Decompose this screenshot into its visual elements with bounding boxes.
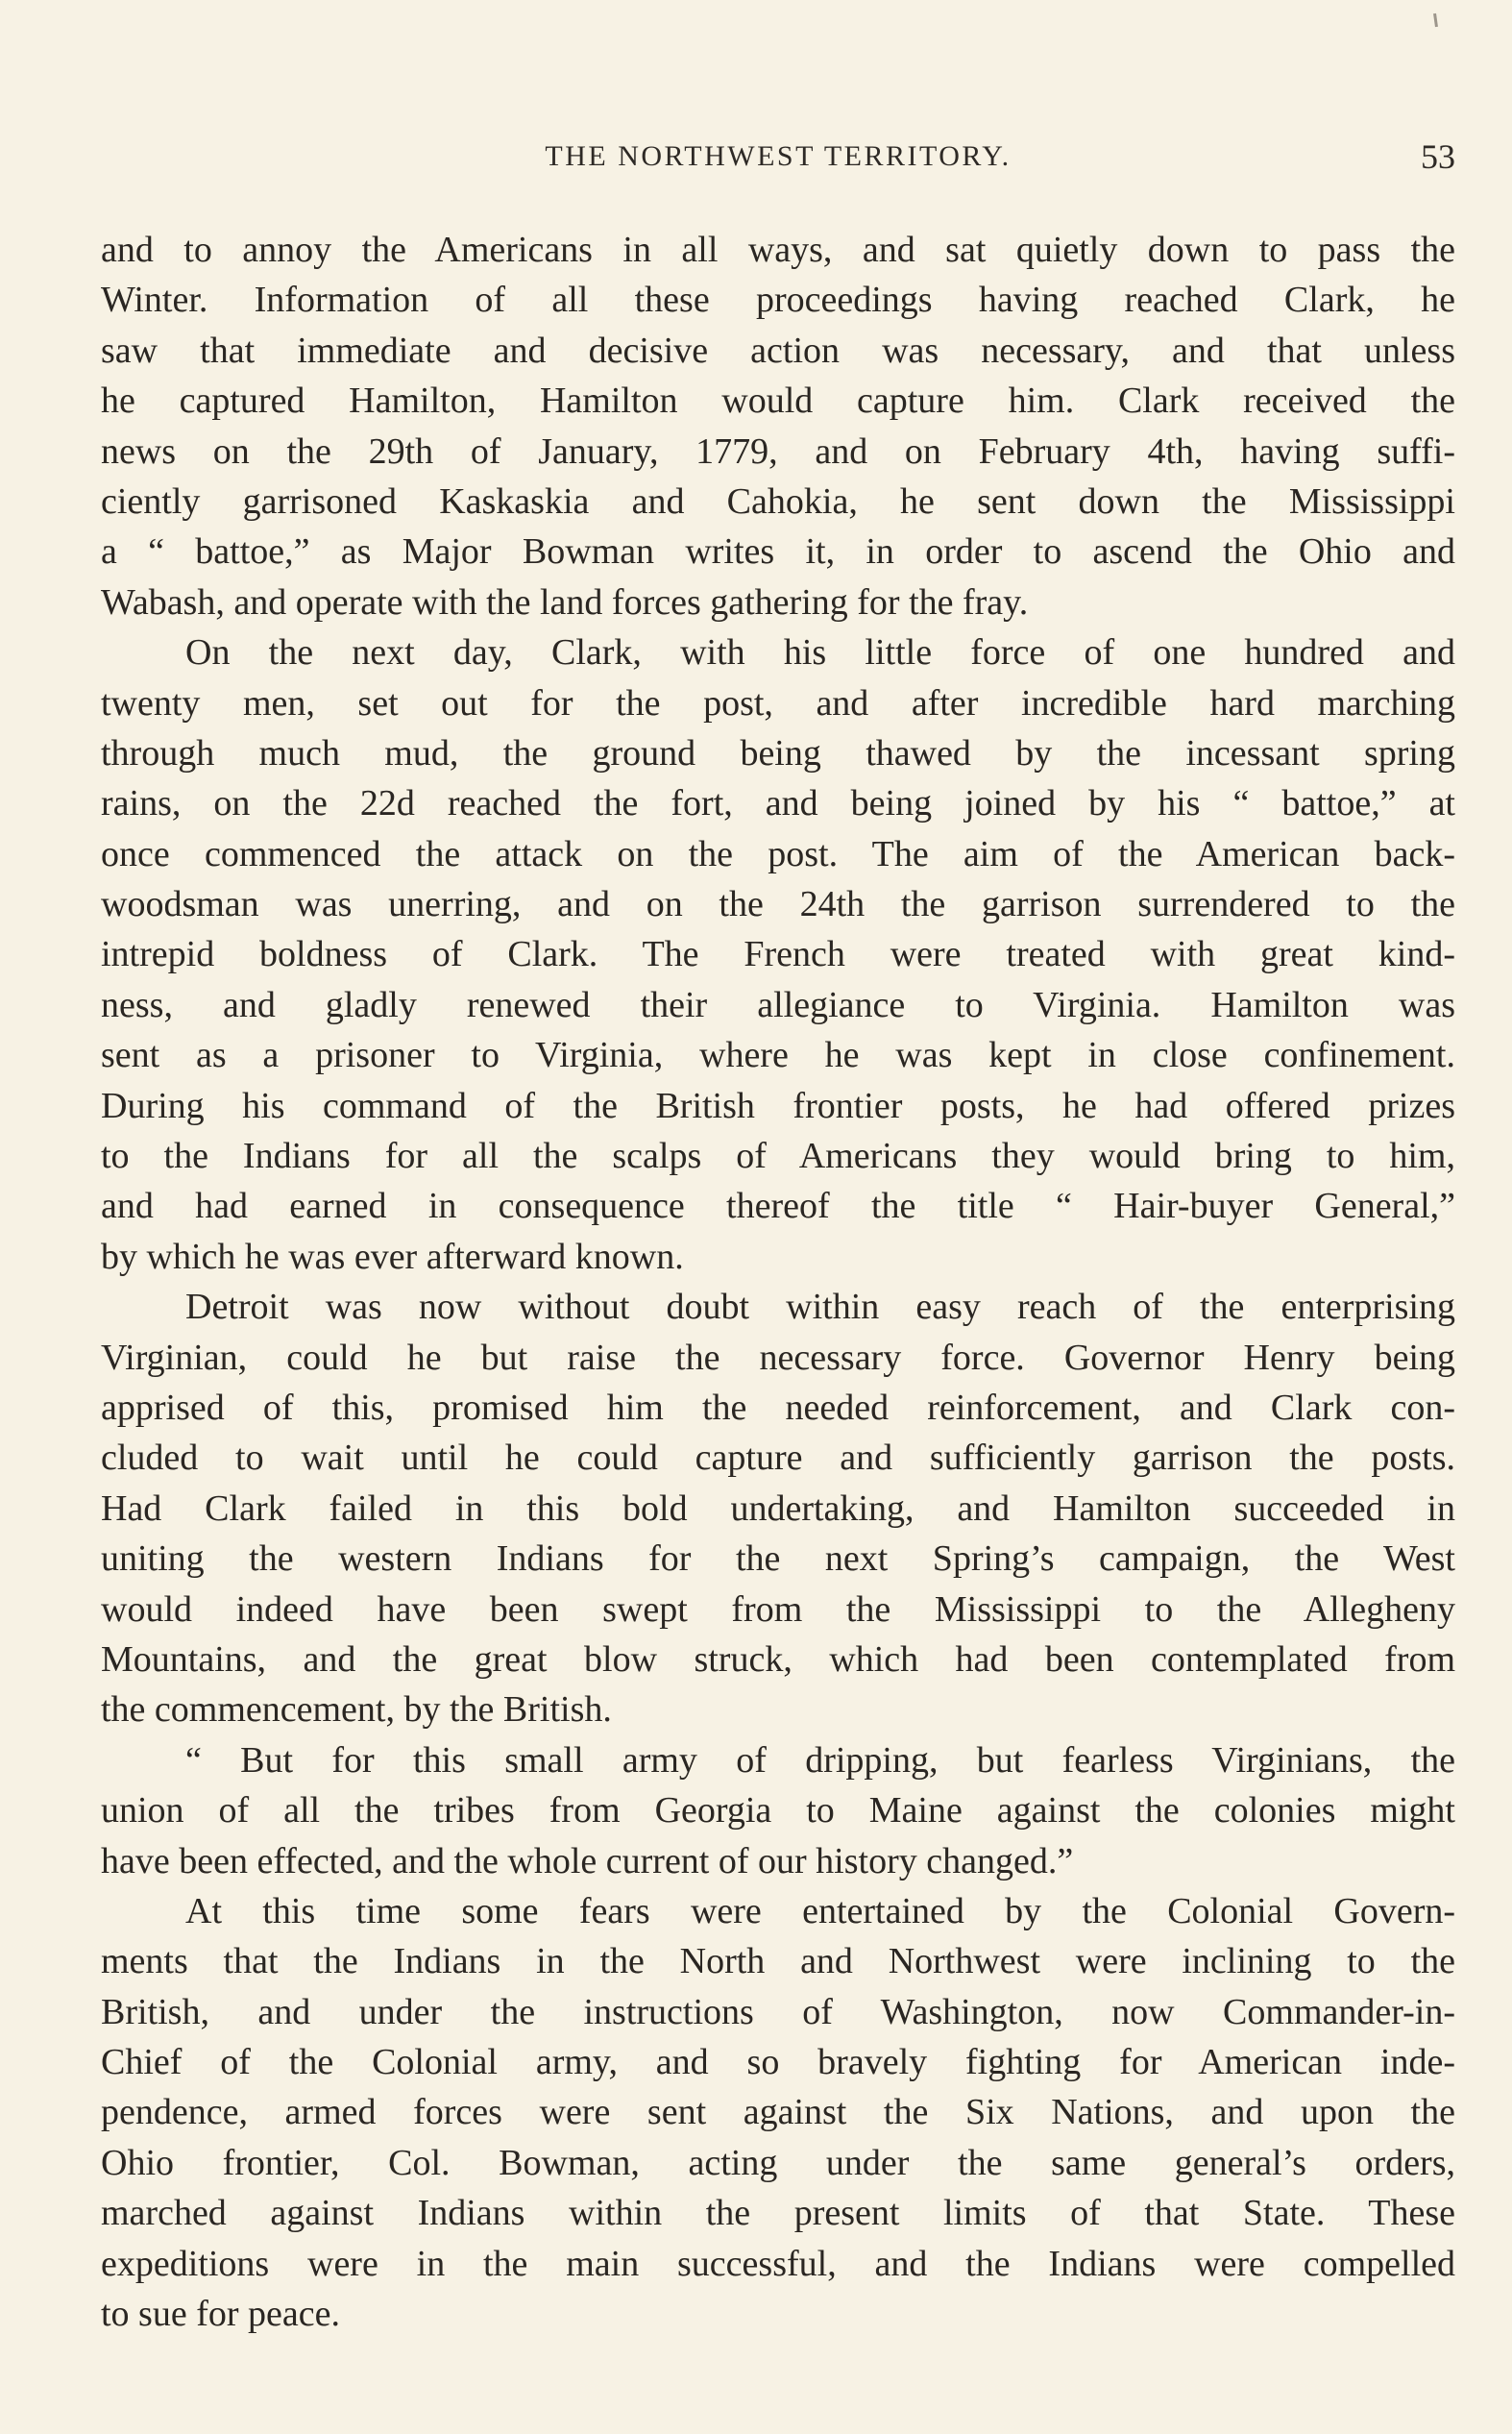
text-line: would indeed have been swept from the Mississippi to the Allegheny xyxy=(101,1588,1455,1630)
text-line: At this time some fears were entertained by the Colonial Govern- xyxy=(185,1890,1455,1931)
text-line: news on the 29th of January, 1779, and on February 4th, having suffi- xyxy=(101,430,1455,472)
text-line: saw that immediate and decisive action was necessary, and that unless xyxy=(101,330,1455,371)
text-line: woodsman was unerring, and on the 24th the garrison surrendered to the xyxy=(101,884,1455,925)
body-text xyxy=(101,225,1455,2339)
text-line: Virginian, could he but raise the necessary force. Governor Henry being xyxy=(101,1337,1455,1378)
text-line: have been effected, and the whole current of our history changed.” xyxy=(101,1840,1074,1881)
running-title: THE NORTHWEST TERRITORY. xyxy=(545,140,1012,172)
text-line: Detroit was now without doubt within easy reach of the enterprising xyxy=(185,1287,1455,1328)
text-line: Winter. Information of all these proceedings having reached Clark, he xyxy=(101,280,1455,321)
text-line: Wabash, and operate with the land forces gathering for the fray. xyxy=(101,581,1029,623)
text-line: twenty men, set out for the post, and after incredible hard marching xyxy=(101,682,1455,724)
text-line: a “ battoe,” as Major Bowman writes it, in order to ascend the Ohio and xyxy=(101,531,1455,573)
text-line: ness, and gladly renewed their allegiance to Virginia. Hamilton was xyxy=(101,984,1455,1025)
text-line: through much mud, the ground being thawed by the incessant spring xyxy=(101,732,1455,774)
text-line: he captured Hamilton, Hamilton would capture him. Clark received the xyxy=(101,381,1455,422)
paper-speck xyxy=(1433,13,1438,27)
text-line: Ohio frontier, Col. Bowman, acting under the same general’s orders, xyxy=(101,2142,1455,2183)
text-line: sent as a prisoner to Virginia, where he was kept in close confinement. xyxy=(101,1035,1455,1076)
text-line: During his command of the British frontier posts, he had offered prizes xyxy=(101,1085,1455,1126)
text-line: rains, on the 22d reached the fort, and being joined by his “ battoe,” at xyxy=(101,783,1455,824)
text-line: to sue for peace. xyxy=(101,2294,340,2335)
text-line: marched against Indians within the present limits of that State. These xyxy=(101,2193,1455,2234)
text-line: expeditions were in the main successful, and the Indians were compelled xyxy=(101,2243,1455,2284)
text-line: Chief of the Colonial army, and so bravely fighting for American inde- xyxy=(101,2042,1455,2083)
text-line: British, and under the instructions of Washington, now Commander-in- xyxy=(101,1991,1455,2032)
text-line: On the next day, Clark, with his little force of one hundred and xyxy=(185,632,1455,674)
text-line: Had Clark failed in this bold undertaking, and Hamilton succeeded in xyxy=(101,1487,1455,1529)
text-line: union of all the tribes from Georgia to Maine against the colonies might xyxy=(101,1790,1455,1832)
text-line: ciently garrisoned Kaskaskia and Cahokia, he sent down the Mississippi xyxy=(101,480,1455,522)
text-line: to the Indians for all the scalps of Americans they would bring to him, xyxy=(101,1136,1455,1177)
text-line: cluded to wait until he could capture and sufficiently garrison the posts. xyxy=(101,1438,1455,1479)
text-line: pendence, armed forces were sent against the Six Nations, and upon the xyxy=(101,2092,1455,2133)
text-line: and to annoy the Americans in all ways, and sat quietly down to pass the xyxy=(101,230,1455,270)
text-line: and had earned in consequence thereof the title “ Hair-buyer General,” xyxy=(101,1186,1455,1227)
page-number: 53 xyxy=(1421,137,1455,176)
text-line: uniting the western Indians for the next Spring’s campaign, the West xyxy=(101,1538,1455,1580)
text-line: ments that the Indians in the North and Northwest were inclining to the xyxy=(101,1941,1455,1982)
text-line: Mountains, and the great blow struck, which had been contemplated from xyxy=(101,1638,1455,1680)
text-line: by which he was ever afterward known. xyxy=(101,1236,684,1277)
text-line: intrepid boldness of Clark. The French were treated with great kind- xyxy=(101,934,1455,975)
text-line: the commencement, by the British. xyxy=(101,1689,612,1731)
running-head xyxy=(101,136,1455,184)
text-line: apprised of this, promised him the needed reinforcement, and Clark con- xyxy=(101,1387,1455,1428)
text-line: once commenced the attack on the post. The aim of the American back- xyxy=(101,833,1455,874)
text-line: “ But for this small army of dripping, but fearless Virginians, the xyxy=(185,1739,1455,1781)
